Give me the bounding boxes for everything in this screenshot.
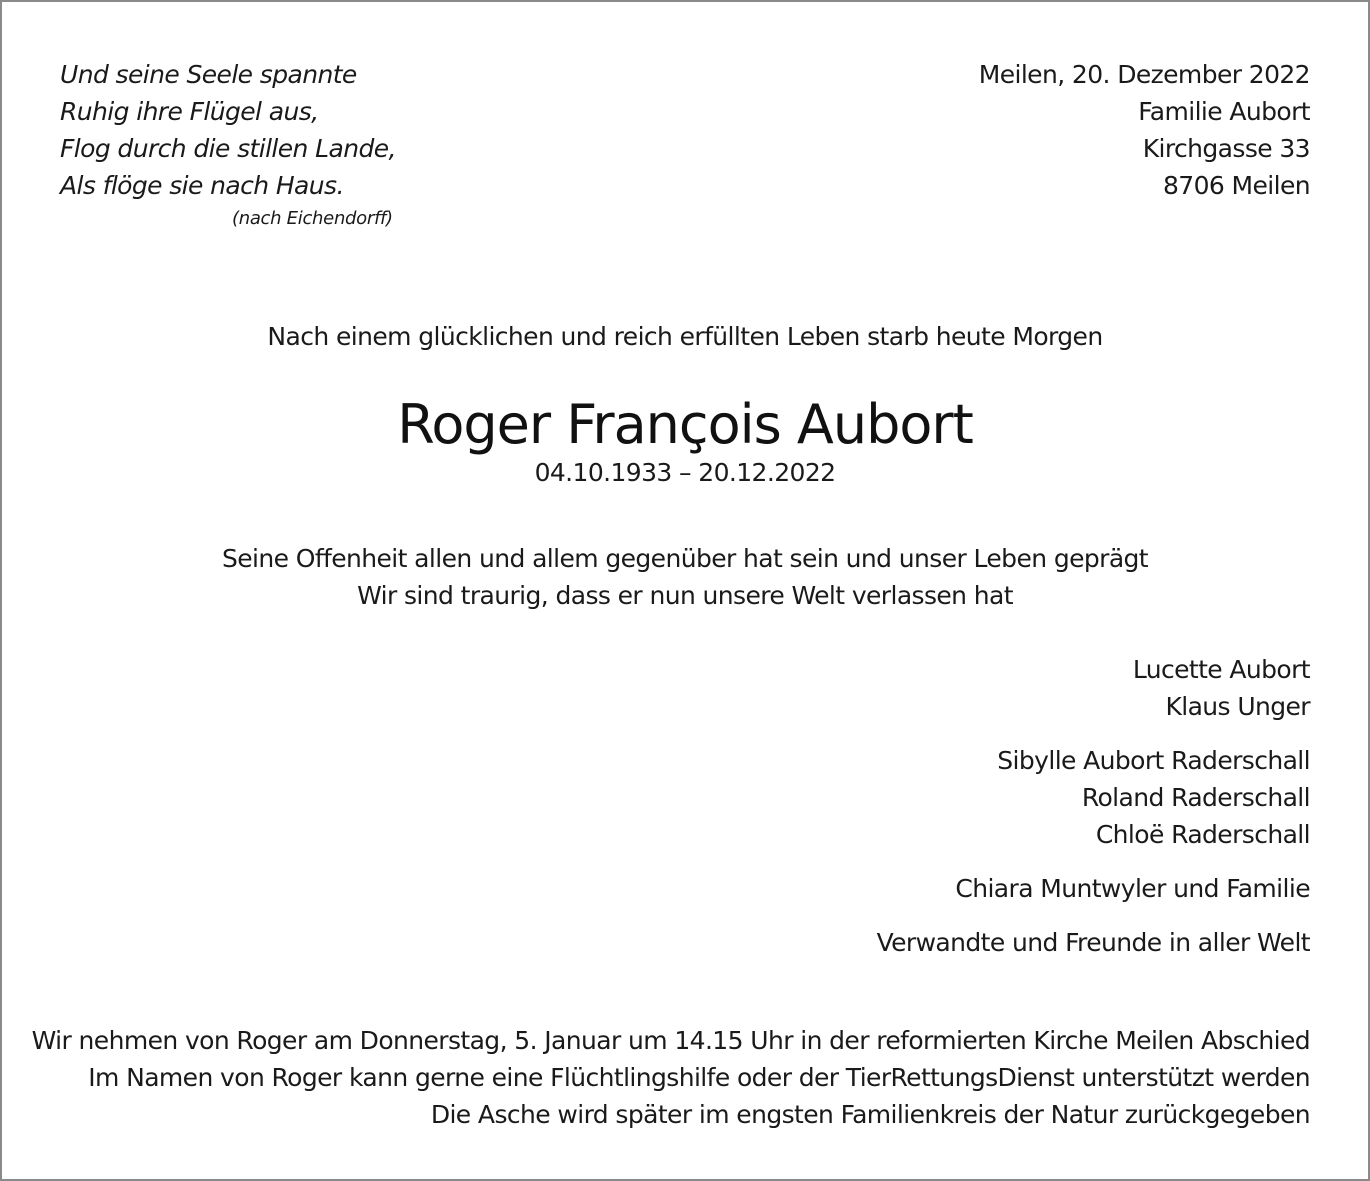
mourner-name: Lucette Aubort [1132,655,1310,684]
poem-line: Ruhig ihre Flügel aus, [60,97,319,126]
tribute-line: Wir sind traurig, dass er nun unsere Welt verlassen hat [357,581,1013,610]
poem-line: Als flöge sie nach Haus. [60,171,344,200]
sender-street: Kirchgasse 33 [1142,134,1310,163]
mourner-name: Verwandte und Freunde in aller Welt [876,928,1310,957]
poem-quote [60,56,396,232]
life-dates: 04.10.1933 – 20.12.2022 [534,458,836,487]
mourner-group [877,924,1310,961]
mourner-name: Chloë Raderschall [1095,820,1310,849]
mourners-list [877,651,1310,978]
sender-family: Familie Aubort [1138,97,1310,126]
place-date: Meilen, 20. Dezember 2022 [978,60,1310,89]
mourner-group [877,870,1310,907]
mourner-name: Klaus Unger [1165,692,1310,721]
mourner-name: Chiara Muntwyler und Familie [955,874,1310,903]
mourner-name: Roland Raderschall [1081,783,1310,812]
poem-line: Flog durch die stillen Lande, [60,134,396,163]
tribute-line: Seine Offenheit allen und allem gegenüber hat sein und unser Leben geprägt [221,544,1149,573]
intro-text: Nach einem glücklichen und reich erfüllten Leben starb heute Morgen [267,322,1103,351]
closing-line: Im Namen von Roger kann gerne eine Flüchtlingshilfe oder der TierRettungsDienst unterstützt werden [88,1063,1310,1092]
closing-line: Wir nehmen von Roger am Donnerstag, 5. Januar um 14.15 Uhr in der reformierten Kirche Meilen Abschied [31,1026,1310,1055]
mourner-group [877,742,1310,853]
closing-line: Die Asche wird später im engsten Familienkreis der Natur zurückgegeben [430,1100,1310,1129]
mourner-name: Sibylle Aubort Raderschall [997,746,1310,775]
tribute-text [2,540,1368,614]
mourner-group [877,651,1310,725]
sender-city: 8706 Meilen [1162,171,1310,200]
deceased-name: Roger François Aubort [397,393,973,456]
poem-source: (nach Eichendorff) [232,208,393,229]
sender-address [979,56,1310,204]
closing-notes [32,1022,1310,1133]
poem-line: Und seine Seele spannte [60,60,357,89]
